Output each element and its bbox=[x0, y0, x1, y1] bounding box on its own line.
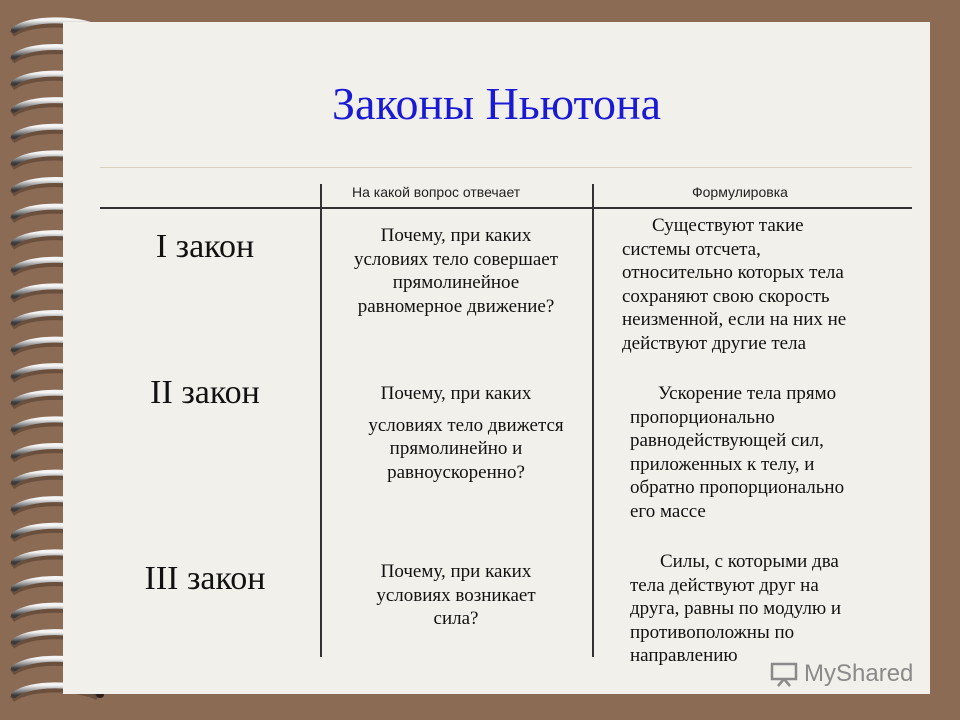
column-header-question: На какой вопрос отвечает bbox=[352, 184, 521, 200]
law-3-label: III закон bbox=[144, 560, 266, 597]
watermark-text: MyShared bbox=[804, 660, 914, 687]
law-2-formulation: Ускорение тела прямо пропорционально равнодействующей сил, приложенных к телу, и обратно пропорционально его массе bbox=[630, 383, 845, 522]
law-1-question: Почему, при каких условиях тело совершает прямолинейное равномерное движение? bbox=[353, 225, 559, 317]
law-3-question: Почему, при каких условиях возникает сила? bbox=[376, 561, 536, 629]
title-divider bbox=[100, 167, 912, 168]
header-rule bbox=[100, 207, 912, 209]
page-title: Законы Ньютона bbox=[332, 78, 661, 129]
law-1-label: I закон bbox=[155, 228, 255, 265]
law-3-formulation: Силы, с которыми два тела действуют друг на друга, равны по модулю и противоположны по направлению bbox=[630, 551, 842, 666]
law-2-label: II закон bbox=[150, 374, 260, 411]
column-header-formulation: Формулировка bbox=[692, 184, 788, 200]
presentation-icon bbox=[770, 661, 798, 687]
law-2-question: Почему, при каких условиях тело движется прямолинейно и равноускоренно? bbox=[368, 383, 564, 483]
myshared-watermark bbox=[770, 660, 913, 688]
law-1-formulation: Существуют такие системы отсчета, относительно которых тела сохраняют свою скорость неизменной, если на них не действуют другие тела bbox=[622, 215, 847, 354]
column-divider-right bbox=[592, 184, 594, 657]
